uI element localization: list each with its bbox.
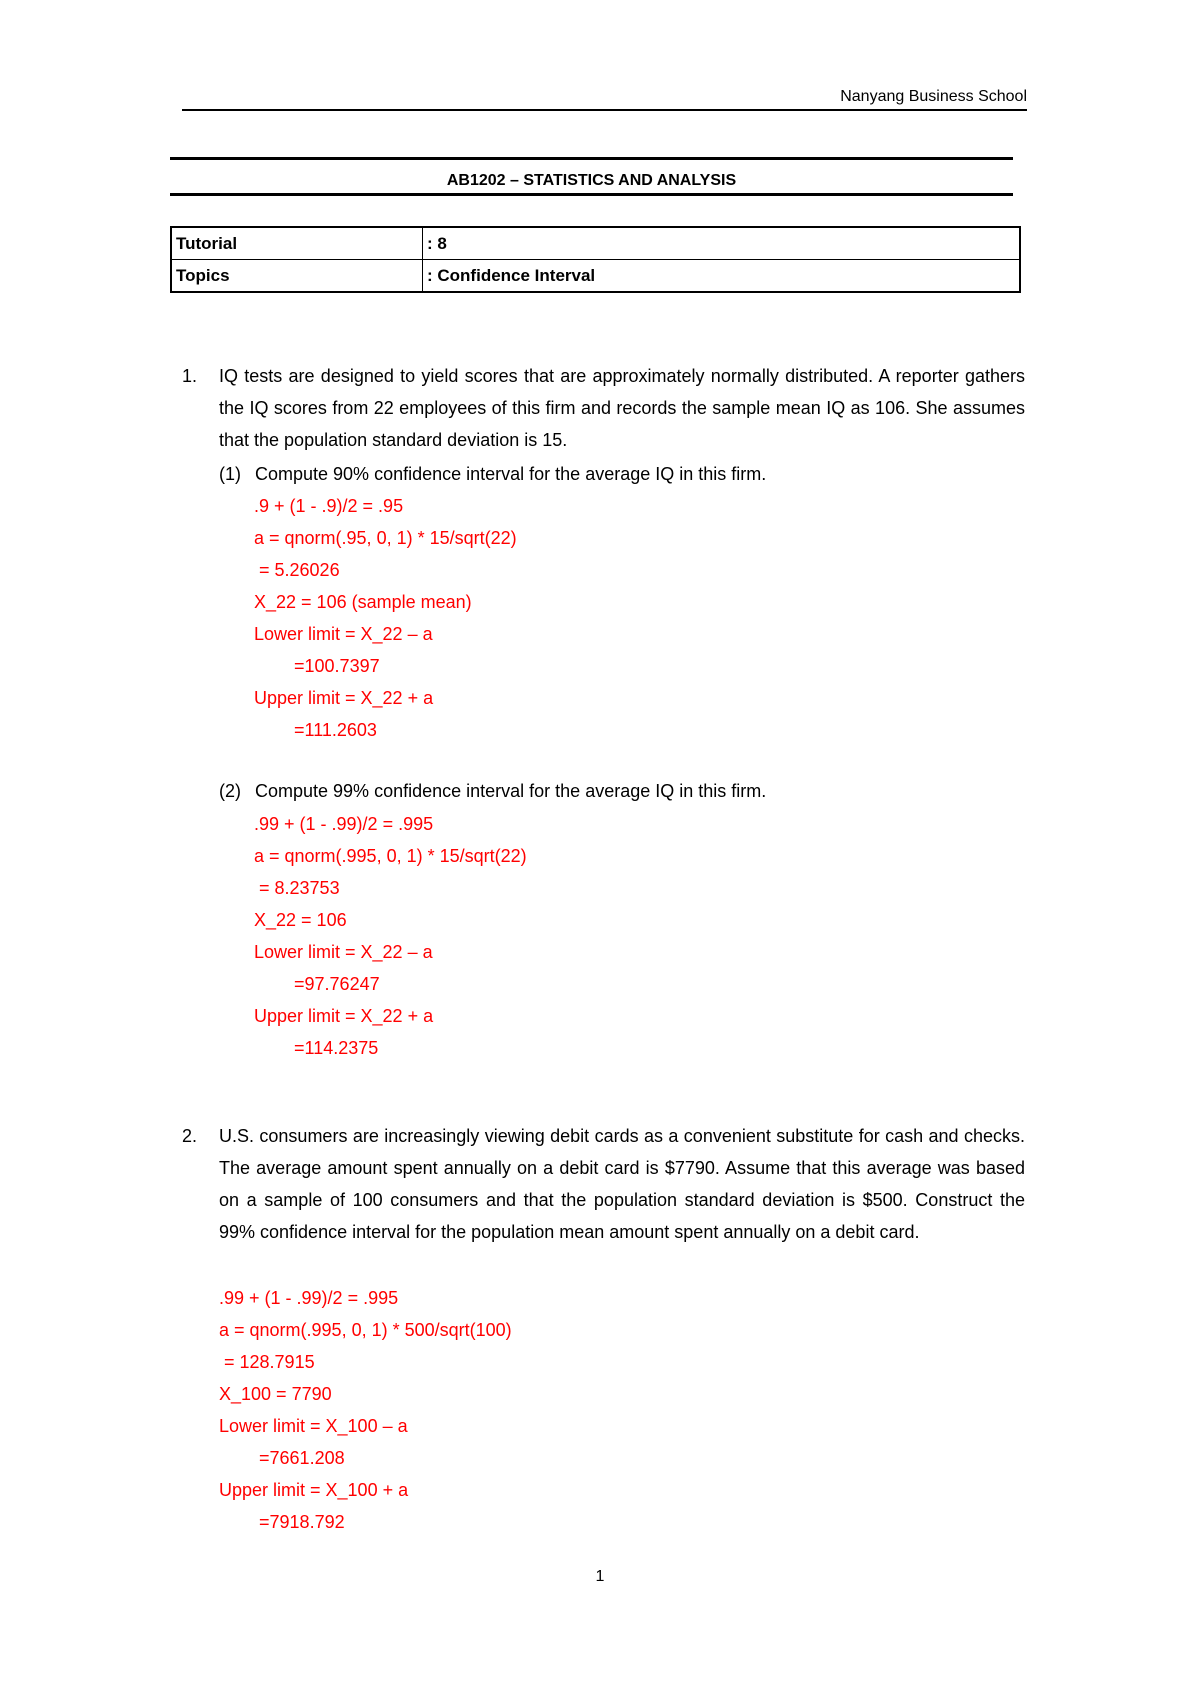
q1-part2-question: Compute 99% confidence interval for the average IQ in this firm. [255, 781, 767, 801]
tutorial-value: : 8 [423, 227, 1021, 260]
q1-part2-label: (2) [219, 781, 241, 801]
answer-line: X_22 = 106 (sample mean) [254, 592, 472, 612]
answer-line: .99 + (1 - .99)/2 = .995 [219, 1288, 399, 1308]
answer-line: Upper limit = X_100 + a [219, 1480, 409, 1500]
q1-part2 [219, 781, 766, 802]
answer-line: Upper limit = X_22 + a [254, 688, 434, 708]
q1-text: IQ tests are designed to yield scores that are approximately normally distributed. A reporter gathers the IQ scores from 22 employees of this firm and records the sample mean IQ as 106. She assumes that the population standard deviation is 15. [219, 366, 1025, 450]
q1-part2-answer [254, 808, 527, 1064]
answer-line: =7918.792 [219, 1512, 345, 1532]
answer-line: .99 + (1 - .99)/2 = .995 [254, 814, 434, 834]
tutorial-info-table [170, 226, 1021, 293]
answer-line: a = qnorm(.995, 0, 1) * 500/sqrt(100) [219, 1320, 512, 1340]
topics-value: : Confidence Interval [423, 260, 1021, 293]
answer-line: =7661.208 [219, 1448, 345, 1468]
answer-line: = 8.23753 [254, 878, 340, 898]
title-rule-bottom [170, 193, 1013, 196]
answer-line: Lower limit = X_100 – a [219, 1416, 408, 1436]
topics-row [171, 260, 1020, 293]
topics-label: Topics [171, 260, 423, 293]
answer-line: =97.76247 [254, 974, 380, 994]
tutorial-row [171, 227, 1020, 260]
header-divider [182, 109, 1027, 111]
answer-line: =100.7397 [254, 656, 380, 676]
answer-line: =114.2375 [254, 1038, 379, 1058]
answer-line: Lower limit = X_22 – a [254, 942, 433, 962]
page-number: 1 [595, 1568, 605, 1585]
q2-answer [219, 1282, 512, 1538]
q1-number: 1. [182, 366, 198, 386]
answer-line: a = qnorm(.95, 0, 1) * 15/sqrt(22) [254, 528, 517, 548]
course-title: AB1202 – STATISTICS AND ANALYSIS [446, 172, 737, 189]
q2-number: 2. [182, 1126, 198, 1146]
institution-header: Nanyang Business School [840, 88, 1027, 105]
tutorial-label: Tutorial [171, 227, 423, 260]
answer-line: =111.2603 [254, 720, 377, 740]
q1-part1 [219, 464, 766, 485]
q2-text: U.S. consumers are increasingly viewing debit cards as a convenient substitute for cash and checks. The average amount spent annually on a debit card is $7790. Assume that this average was based on a sample of 100 consumers and that the population standard deviation is $500. Construct the 99% confidence interval for the population mean amount spent annually on a debit card. [219, 1126, 1025, 1242]
answer-line: .9 + (1 - .9)/2 = .95 [254, 496, 404, 516]
q1-part1-answer [254, 490, 517, 746]
answer-line: = 5.26026 [254, 560, 340, 580]
answer-line: X_22 = 106 [254, 910, 347, 930]
q1-part1-question: Compute 90% confidence interval for the average IQ in this firm. [255, 464, 767, 484]
answer-line: = 128.7915 [219, 1352, 315, 1372]
q1-part1-label: (1) [219, 464, 241, 484]
answer-line: Upper limit = X_22 + a [254, 1006, 434, 1026]
title-rule-top [170, 157, 1013, 160]
answer-line: Lower limit = X_22 – a [254, 624, 433, 644]
answer-line: X_100 = 7790 [219, 1384, 332, 1404]
answer-line: a = qnorm(.995, 0, 1) * 15/sqrt(22) [254, 846, 527, 866]
